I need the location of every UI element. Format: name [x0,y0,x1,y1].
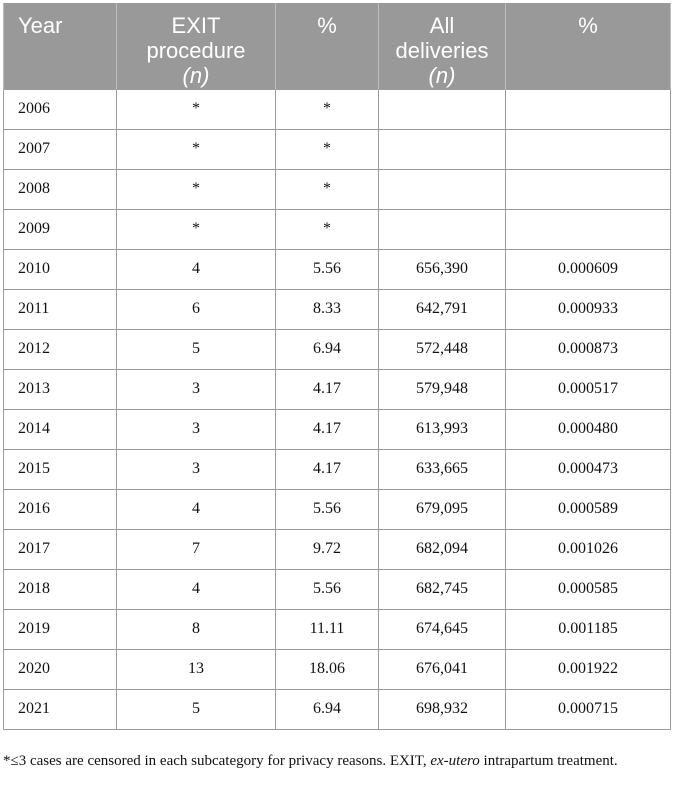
data-table-container [3,3,670,730]
table-row [4,409,671,449]
cell-exit-percent: 4.17 [276,369,379,409]
cell-deliveries-percent: 0.000933 [506,289,671,329]
cell-year: 2019 [4,609,117,649]
cell-exit-percent: 6.94 [276,329,379,369]
table-row [4,529,671,569]
table-row [4,89,671,129]
table-row [4,169,671,209]
cell-exit-count: 4 [117,249,276,289]
cell-exit-percent: * [276,169,379,209]
header-all-deliveries [379,3,506,89]
cell-exit-percent: 11.11 [276,609,379,649]
cell-year: 2018 [4,569,117,609]
cell-all-deliveries: 579,948 [379,369,506,409]
header-text: deliveries [395,38,489,63]
cell-year: 2020 [4,649,117,689]
cell-exit-percent: * [276,129,379,169]
table-row [4,289,671,329]
cell-exit-count: 8 [117,609,276,649]
header-text: % [317,13,337,38]
cell-all-deliveries: 572,448 [379,329,506,369]
cell-exit-count: 7 [117,529,276,569]
table-row [4,689,671,729]
cell-year: 2021 [4,689,117,729]
cell-exit-percent: 5.56 [276,249,379,289]
cell-all-deliveries: 642,791 [379,289,506,329]
table-body [4,89,671,729]
cell-deliveries-percent: 0.000585 [506,569,671,609]
cell-all-deliveries [379,209,506,249]
cell-exit-percent: 6.94 [276,689,379,729]
cell-deliveries-percent [506,209,671,249]
cell-deliveries-percent: 0.001026 [506,529,671,569]
table-row [4,129,671,169]
table-row [4,449,671,489]
cell-deliveries-percent: 0.000589 [506,489,671,529]
header-text: All [429,13,455,38]
table-row [4,489,671,529]
table-row [4,569,671,609]
cell-exit-count: 5 [117,329,276,369]
cell-deliveries-percent: 0.000480 [506,409,671,449]
cell-exit-percent: 4.17 [276,449,379,489]
header-text: Year [18,13,63,38]
cell-exit-count: 5 [117,689,276,729]
cell-year: 2007 [4,129,117,169]
cell-exit-percent: * [276,209,379,249]
cell-exit-count: 13 [117,649,276,689]
cell-exit-count: 4 [117,489,276,529]
cell-exit-count: * [117,169,276,209]
cell-exit-percent: 4.17 [276,409,379,449]
table-row [4,609,671,649]
table-row [4,649,671,689]
cell-year: 2015 [4,449,117,489]
cell-deliveries-percent: 0.000517 [506,369,671,409]
cell-year: 2008 [4,169,117,209]
cell-exit-count: 3 [117,409,276,449]
cell-year: 2014 [4,409,117,449]
header-exit-procedure [117,3,276,89]
cell-all-deliveries: 613,993 [379,409,506,449]
cell-deliveries-percent: 0.000715 [506,689,671,729]
cell-exit-count: * [117,89,276,129]
cell-deliveries-percent: 0.000473 [506,449,671,489]
cell-exit-percent: 9.72 [276,529,379,569]
cell-year: 2017 [4,529,117,569]
cell-year: 2012 [4,329,117,369]
cell-all-deliveries: 656,390 [379,249,506,289]
cell-year: 2009 [4,209,117,249]
cell-year: 2010 [4,249,117,289]
table-footnote [3,750,671,772]
cell-all-deliveries: 633,665 [379,449,506,489]
cell-exit-percent: 5.56 [276,489,379,529]
table-row [4,369,671,409]
header-row [4,3,671,89]
cell-deliveries-percent [506,129,671,169]
cell-year: 2006 [4,89,117,129]
header-text: % [578,13,598,38]
footnote-italic-term: ex-utero [430,753,480,769]
cell-all-deliveries [379,169,506,209]
cell-year: 2016 [4,489,117,529]
cell-exit-percent: 5.56 [276,569,379,609]
cell-exit-percent: * [276,89,379,129]
cell-deliveries-percent: 0.000609 [506,249,671,289]
footnote-text: *≤3 cases are censored in each subcategory for privacy reasons. EXIT, [3,753,431,769]
header-text: procedure [146,38,246,63]
header-text: EXIT [171,13,221,38]
cell-exit-percent: 18.06 [276,649,379,689]
cell-all-deliveries: 674,645 [379,609,506,649]
cell-deliveries-percent: 0.001185 [506,609,671,649]
cell-deliveries-percent [506,169,671,209]
header-text: (n) [428,63,456,88]
cell-exit-count: * [117,209,276,249]
cell-exit-count: * [117,129,276,169]
cell-deliveries-percent [506,89,671,129]
table-row [4,249,671,289]
cell-year: 2013 [4,369,117,409]
cell-exit-count: 3 [117,369,276,409]
cell-year: 2011 [4,289,117,329]
cell-all-deliveries: 682,745 [379,569,506,609]
header-deliveries-percent [506,3,671,89]
table-row [4,329,671,369]
cell-exit-count: 6 [117,289,276,329]
cell-exit-count: 4 [117,569,276,609]
cell-all-deliveries: 679,095 [379,489,506,529]
cell-deliveries-percent: 0.001922 [506,649,671,689]
table-row [4,209,671,249]
cell-all-deliveries: 698,932 [379,689,506,729]
cell-all-deliveries [379,89,506,129]
cell-exit-count: 3 [117,449,276,489]
cell-exit-percent: 8.33 [276,289,379,329]
cell-all-deliveries: 676,041 [379,649,506,689]
cell-deliveries-percent: 0.000873 [506,329,671,369]
header-year [4,3,117,89]
footnote-text-end: intrapartum treatment. [479,753,618,769]
cell-all-deliveries [379,129,506,169]
header-exit-percent [276,3,379,89]
cell-all-deliveries: 682,094 [379,529,506,569]
exit-procedure-table [3,3,671,730]
header-text: (n) [182,63,210,88]
